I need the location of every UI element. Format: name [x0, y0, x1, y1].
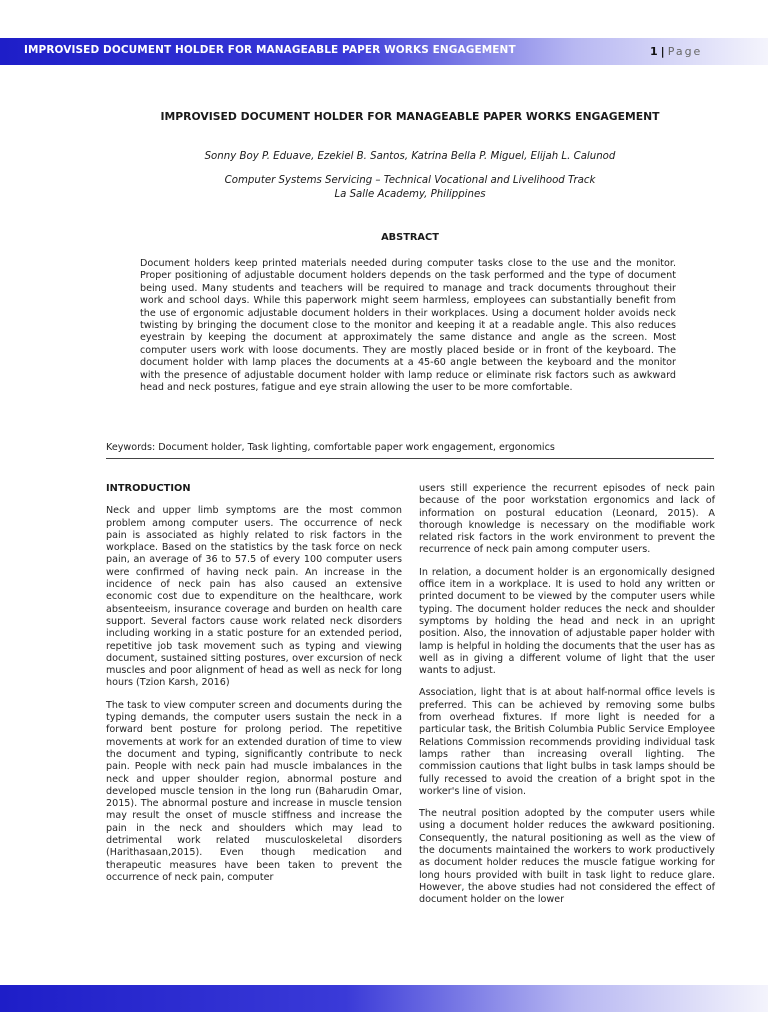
abstract-heading: ABSTRACT [381, 232, 439, 243]
author-list: Sonny Boy P. Eduave, Ezekiel B. Santos, Katrina Bella P. Miguel, Elijah L. Calunod [204, 151, 616, 162]
body-paragraph: The task to view computer screen and documents during the typing demands, the computer users sustain the neck in a forward bent posture for prolong period. The repetitive movements at work for an extended duration of time to view the document and typing, significantly contribute to neck pain. People with neck pain had muscle imbalances in the neck and upper shoulder region, abnormal posture and developed muscle tension in the long run (Baharudin Omar, 2015). The abnormal posture and increase in muscle tension may result the onset of muscle stiffness and increase the pain in the neck and shoulders which may lead to detrimental work related musculoskeletal disorders (Harithasaan,2015). Even though medication and therapeutic measures have been taken to prevent the occurrence of neck pain, computer [106, 699, 402, 883]
page-number: 1 [650, 45, 658, 58]
affiliation-school: La Salle Academy, Philippines [334, 189, 486, 200]
body-paragraph: The neutral position adopted by the computer users while using a document holder reduces the awkward positioning. Consequently, the natural positioning as well as the view of the documents maintained the workers to work productively as document holder reduces the muscle fatigue working for long hours provided with built in task light to reduce glare. However, the above studies had not considered the effect of document holder on the lower [419, 808, 715, 906]
body-paragraph: In relation, a document holder is an ergonomically designed office item in a workplace. It is used to hold any written or printed document to be viewed by the computer users while typing. The document holder reduces the neck and shoulder symptoms by holding the head and neck in an upright position. Also, the innovation of adjustable paper holder with lamp is helpful in holding the documents that the user has as well as in giving a different volume of light that the user wants to adjust. [419, 566, 715, 677]
paper-title: IMPROVISED DOCUMENT HOLDER FOR MANAGEABLE PAPER WORKS ENGAGEMENT [160, 110, 660, 123]
keywords-line: Keywords: Document holder, Task lighting, comfortable paper work engagement, ergonomics [106, 442, 555, 453]
body-paragraph: Association, light that is at about half-normal office levels is preferred. This can be achieved by removing some bulbs from overhead fixtures. If more light is needed for a particular task, the British Columbia Public Service Employee Relations Commission recommends providing individual task lamps rather than increasing overall lighting. The commission cautions that light bulbs in task lamps should be fully recessed to avoid the creation of a bright spot in the worker's line of vision. [419, 687, 715, 797]
body-paragraph: Neck and upper limb symptoms are the most common problem among computer users. The occurrence of neck pain is associated as highly related to risk factors in the workplace. Based on the statistics by the task force on neck pain, an average of 36 to 57.5 of every 100 computer users were confirmed of having neck pain. An increase in the incidence of neck pain has also caused an extensive economic cost due to expenditure on the healthcare, work absenteeism, insurance coverage and burden on health care support. Several factors cause work related neck disorders including working in a static posture for an extended period, repetitive job task movement such as typing and viewing document, sustained sitting postures, over excursion of neck muscles and poor alignment of head as well as neck for long hours (Tzion Karsh, 2016) [106, 505, 402, 689]
affiliation-track: Computer Systems Servicing – Technical Vocational and Livelihood Track [224, 175, 596, 186]
page-word: Page [667, 45, 703, 58]
introduction-heading: INTRODUCTION [106, 483, 191, 494]
body-paragraph: users still experience the recurrent episodes of neck pain because of the poor workstation ergonomics and lack of information on postural education (Leonard, 2015). A thorough knowledge is necessary on the modifiable work related risk factors in the work environment to prevent the recurrence of neck pain among computer users. [419, 483, 715, 556]
abstract-body: Document holders keep printed materials needed during computer tasks close to the use and the monitor. Proper positioning of adjustable document holders depends on the task performed and the type of document being used. Many students and teachers will be required to manage and track documents throughout their work and school days. While this paperwork might seem harmless, employees can substantially benefit from the use of ergonomic adjustable document holders in their workplaces. Using a document holder avoids neck twisting by bringing the document close to the monitor and keeping it at a readable angle. This also reduces eyestrain by keeping the document at approximately the same distance and angle as the screen. Most computer users work with loose documents. They are mostly placed beside or in front of the keyboard. The document holder with lamp places the documents at a 45-60 angle between the keyboard and the monitor with the presence of adjustable document holder with lamp reduce or eliminate risk factors such as awkward head and neck postures, fatigue and eye strain allowing the user to be more comfortable. [140, 258, 676, 394]
right-column [419, 483, 715, 917]
page-separator: | [660, 45, 665, 58]
page-number-label [650, 45, 702, 58]
running-header-title: IMPROVISED DOCUMENT HOLDER FOR MANAGEABLE PAPER WORKS ENGAGEMENT [24, 44, 516, 56]
footer-band [0, 985, 768, 1012]
section-divider [106, 458, 714, 459]
left-column [106, 483, 402, 894]
